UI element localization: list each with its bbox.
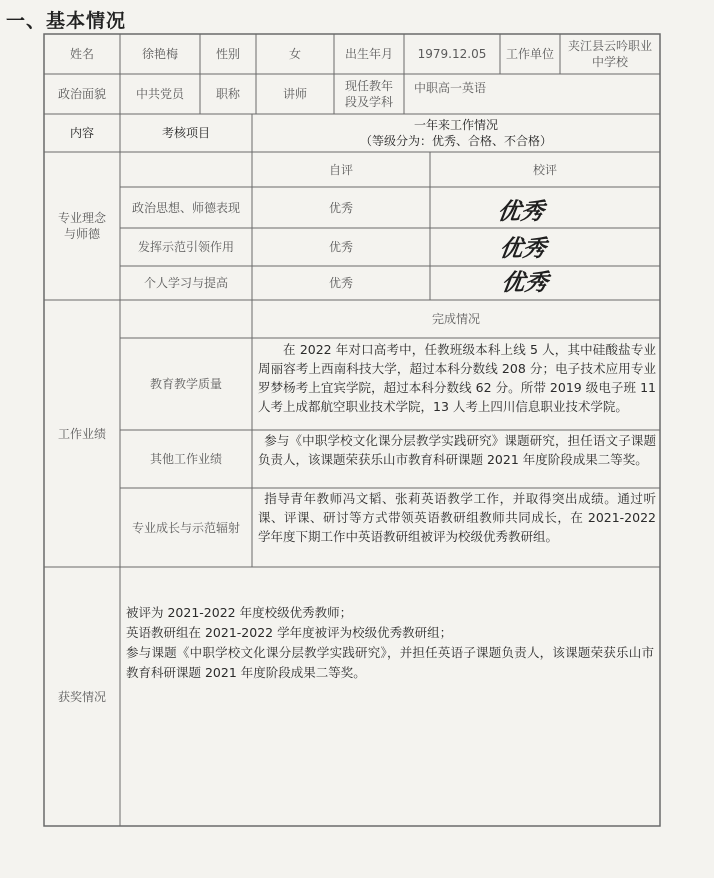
gender-label: 性别 bbox=[215, 47, 240, 61]
grade-note: （等级分为：优秀、合格、不合格） bbox=[359, 134, 552, 148]
name-value: 徐艳梅 bbox=[141, 47, 178, 61]
self-eval-header: 自评 bbox=[328, 162, 353, 177]
page-heading: 一、基本情况 bbox=[6, 10, 127, 32]
ethics-section-label: 专业理念与师德 bbox=[58, 211, 107, 241]
awards-section-label: 获奖情况 bbox=[57, 689, 106, 704]
growth-text: 指导青年教师冯文韬、张莉英语教学工作，并取得突出成绩。通过听课、评课、研讨等方式带领英语教研组教师共同成长，在 2021-2022 学年度下期工作中英语教研组被评为校级优秀教研组。 bbox=[258, 491, 656, 544]
ethics-school-grade-handwritten: 优秀 bbox=[495, 198, 546, 225]
politics-value: 中共党员 bbox=[135, 87, 184, 101]
awards-list bbox=[126, 603, 654, 683]
ethics-item: 政治思想、师德表现 bbox=[131, 200, 240, 215]
ethics-item: 个人学习与提高 bbox=[143, 276, 228, 290]
work-unit-label: 工作单位 bbox=[505, 47, 554, 61]
other-work-item: 其他工作业绩 bbox=[149, 452, 222, 466]
name-label: 姓名 bbox=[69, 47, 94, 61]
items-header: 考核项目 bbox=[161, 126, 210, 140]
summary-header bbox=[252, 114, 660, 152]
birth-value: 1979.12.05 bbox=[417, 47, 487, 61]
work-section-label: 工作业绩 bbox=[57, 426, 106, 441]
growth-item: 专业成长与示范辐射 bbox=[131, 520, 240, 535]
award-line: 参与课题《中职学校文化课分层教学实践研究》，并担任英语子课题负责人，该课题荣获乐山市教育科研课题 2021 年度阶段成果二等奖。 bbox=[126, 645, 654, 680]
teaching-quality-item: 教育教学质量 bbox=[149, 377, 222, 391]
summary-title: 一年来工作情况 bbox=[413, 118, 498, 132]
ethics-self-grade: 优秀 bbox=[328, 200, 353, 215]
title-label: 职称 bbox=[215, 87, 240, 101]
birth-label: 出生年月 bbox=[344, 47, 393, 61]
subject-value: 中职高一英语 bbox=[414, 81, 487, 95]
gender-value: 女 bbox=[288, 47, 301, 61]
content-header: 内容 bbox=[69, 126, 94, 140]
ethics-school-grade-handwritten: 优秀 bbox=[499, 269, 550, 296]
other-work-text: 参与《中职学校文化课分层教学实践研究》课题研究，担任语文子课题负责人，该课题荣获乐山市教育科研课题 2021 年度阶段成果二等奖。 bbox=[258, 433, 656, 467]
ethics-school-grade-handwritten: 优秀 bbox=[497, 235, 548, 262]
politics-label: 政治面貌 bbox=[57, 87, 106, 101]
award-line: 英语教研组在 2021-2022 学年度被评为校级优秀教研组； bbox=[126, 625, 453, 640]
work-unit-value: 夹江县云吟职业中学校 bbox=[568, 39, 653, 69]
school-eval-header: 校评 bbox=[532, 162, 557, 177]
ethics-item: 发挥示范引领作用 bbox=[137, 240, 234, 254]
teaching-quality-text: 在 2022 年对口高考中，任教班级本科上线 5 人，其中硅酸盐专业周丽容考上西南科技大学，超过本科分数线 208 分；电子技术应用专业罗梦杨考上宜宾学院，超过本科分数线 62 分。所带 2019 级电子班 11 人考上成都航空职业技术学院，13 人考上四川信息职业技术学院。 bbox=[258, 342, 656, 414]
ethics-self-grade: 优秀 bbox=[328, 240, 353, 254]
title-value: 讲师 bbox=[282, 87, 307, 101]
subject-label: 现任教年段及学科 bbox=[344, 79, 393, 109]
ethics-self-grade: 优秀 bbox=[328, 276, 353, 290]
completion-header: 完成情况 bbox=[431, 312, 480, 326]
award-line: 被评为 2021-2022 年度校级优秀教师； bbox=[126, 605, 353, 620]
